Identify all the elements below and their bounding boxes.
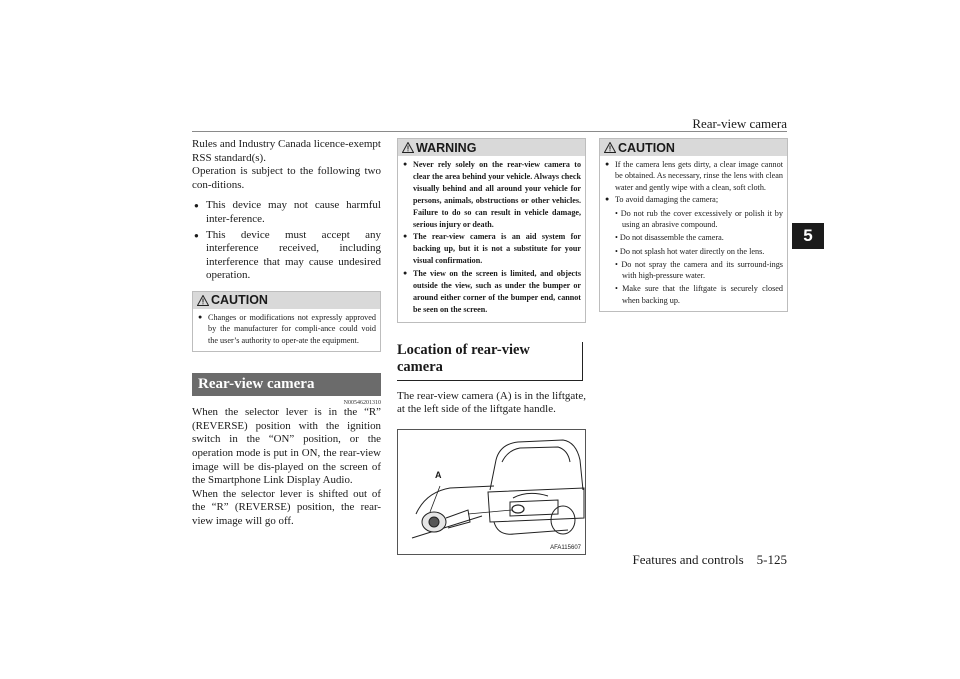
caution-subitems (615, 208, 783, 306)
conditions-list (192, 199, 381, 283)
warning-item: ● The view on the screen is limited, and objects outside the view, such as under the bumper or around either corner of the bumper end, cannot be seen on the screen. (402, 268, 581, 316)
caution-subitem: • Do not disassemble the camera. (615, 233, 724, 243)
caution-header (193, 292, 380, 309)
section-title-location: Location of rear-view camera (397, 342, 583, 381)
caution-header (600, 139, 787, 156)
warning-item: ● The rear-view camera is an aid system for backing up, but it is not a substitute for your visual confirmation. (402, 231, 581, 267)
caution-title: CAUTION (211, 293, 268, 308)
caution-box-2 (599, 138, 788, 312)
intro-text: Rules and Industry Canada licence-exempt RSS standard(s). Operation is subject to the following two con-ditions. (192, 138, 381, 191)
header-rule (192, 131, 787, 132)
condition-item: ● This device must accept any interference received, including interference that may cause undesired operation. (192, 229, 381, 283)
column-3 (599, 138, 788, 312)
caution-subitem: • Do not rub the cover excessively or polish it by using an abrasive compound. (615, 208, 783, 229)
caution-box-1 (192, 291, 381, 352)
column-1 (192, 138, 381, 529)
warning-triangle-icon (604, 142, 616, 153)
warning-item: ● Never rely solely on the rear-view camera to clear the area behind your vehicle. Always check visually behind and all around your vehicle for persons, animals, obstructions or other vehicles. Failure to do so can result in vehicle damage, serious injury or death. (402, 159, 581, 230)
rear-camera-figure (397, 429, 586, 555)
page-header-title: Rear-view camera (692, 116, 787, 131)
caution-subitem: • Do not spray the camera and its surround-ings with high-pressure water. (615, 259, 783, 281)
caution-item: ● Changes or modifications not expressly approved by the manufacturer for compli-ance could void the user’s authority to oper-ate the equipment. (197, 312, 376, 346)
chapter-tab: 5 (792, 223, 824, 249)
caution-subitem: • Do not splash hot water directly on the lens. (615, 246, 765, 256)
warning-triangle-icon (197, 295, 209, 306)
warning-header (398, 139, 585, 156)
location-body-text: The rear-view camera (A) is in the liftgate, at the left side of the liftgate handle. (397, 389, 586, 416)
warning-title: WARNING (416, 140, 477, 155)
caution-item-text: To avoid damaging the camera; (615, 195, 719, 205)
caution-item: ● If the camera lens gets dirty, a clear image cannot be obtained. As necessary, rinse the lens with clean water and gently wipe with a clean, soft cloth. (604, 159, 783, 193)
figure-code: AFA115607 (550, 544, 581, 551)
caution-title: CAUTION (618, 140, 675, 155)
figure-callout-a: A (435, 469, 442, 480)
caution-item (604, 194, 783, 306)
warning-box (397, 138, 586, 323)
condition-item: ● This device may not cause harmful inter-ference. (192, 199, 381, 226)
page-footer: Features and controls 5-125 (632, 552, 787, 567)
caution-subitem: • Make sure that the liftgate is securely closed when backing up. (615, 284, 783, 305)
column-2 (397, 138, 586, 555)
warning-triangle-icon (402, 142, 414, 153)
section-code: N00546201310 (343, 400, 381, 407)
car-rear-illustration (398, 430, 585, 554)
rear-view-body-text: When the selector lever is in the “R” (REVERSE) position with the ignition switch in the “ON” position, or the operation mode is put in ON, the rear-view image will be dis-played on the screen of the Smartphone Link Display Audio. When the selector lever is shifted out of the “R” (REVERSE) position, the rear-view image will go off. (192, 406, 381, 527)
section-title-rear-view-camera: Rear-view camera (192, 373, 381, 396)
